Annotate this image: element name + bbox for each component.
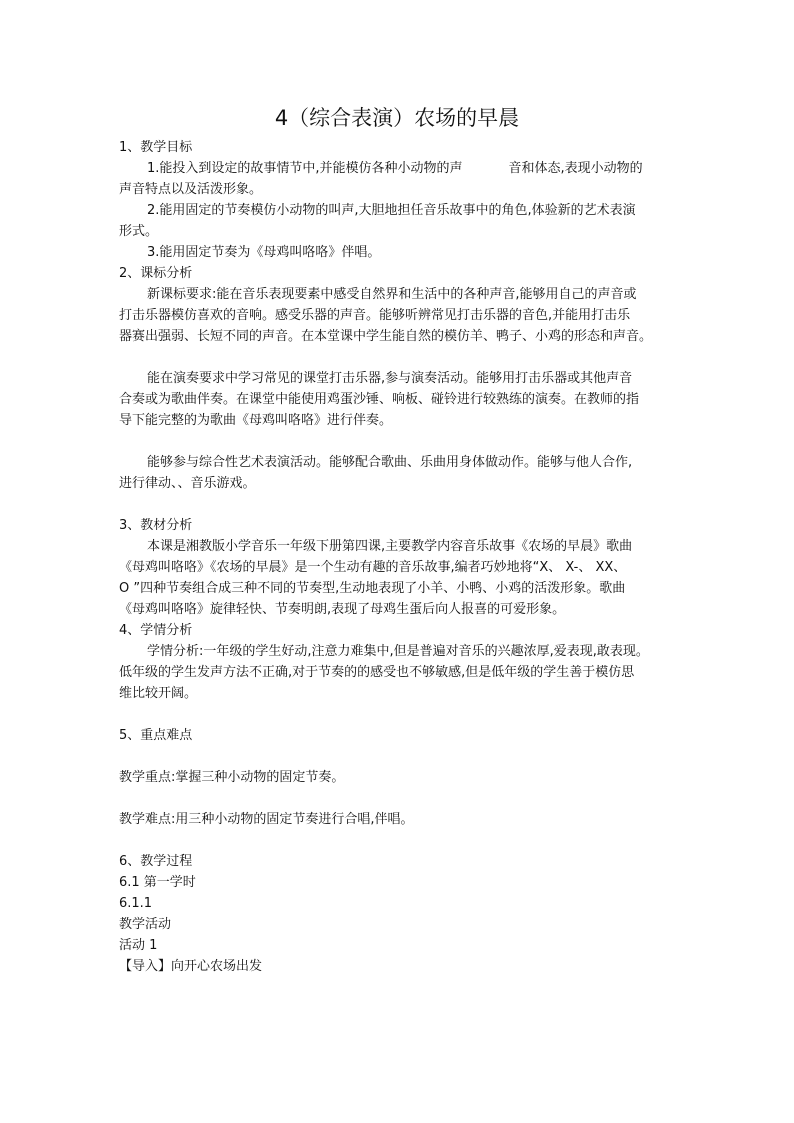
subsection-6-1: 6.1 第一学时 bbox=[119, 875, 196, 890]
standards-p2-line-1: 能在演奏要求中学习常见的课堂打击乐器,参与演奏活动。能够用打击乐器或其他声音 bbox=[147, 371, 633, 386]
standards-p2-line-3: 导下能完整的为歌曲《母鸡叫咯咯》进行伴奏。 bbox=[119, 413, 393, 428]
section-heading-standards: 2、课标分析 bbox=[119, 266, 193, 281]
activity-1-label: 活动 1 bbox=[119, 938, 158, 953]
section-heading-learners: 4、学情分析 bbox=[119, 623, 193, 638]
goal-2-line-1: 2.能用固定的节奏模仿小动物的叫声,大胆地担任音乐故事中的角色,体验新的艺术表演 bbox=[147, 203, 636, 218]
goal-1-continued: 声音特点以及活泼形象。 bbox=[119, 182, 263, 197]
learners-line-2: 低年级的学生发声方法不正确,对于节奏的的感受也不够敏感,但是低年级的学生善于模仿思 bbox=[119, 665, 635, 680]
activity-heading: 教学活动 bbox=[119, 917, 172, 932]
difficult-point: 教学难点:用三种小动物的固定节奏进行合唱,伴唱。 bbox=[119, 812, 414, 827]
goal-3: 3.能用固定节奏为《母鸡叫咯咯》伴唱。 bbox=[147, 245, 381, 260]
section-heading-goals: 1、教学目标 bbox=[119, 140, 193, 155]
standards-p1-line-2: 打击乐器模仿喜欢的音响。感受乐器的声音。能够听辨常见打击乐器的音色,并能用打击乐 bbox=[119, 308, 631, 323]
standards-p1-line-3: 器赛出强弱、长短不同的声音。在本堂课中学生能自然的模仿羊、鸭子、小鸡的形态和声音。 bbox=[119, 329, 653, 344]
standards-p3-line-2: 进行律动、、音乐游戏。 bbox=[119, 476, 256, 491]
goal-1-part2: 音和体态,表现小动物的 bbox=[508, 161, 643, 176]
textbook-line-3: O ”四种节奏组合成三种不同的节奏型,生动地表现了小羊、小鸭、小鸡的活泼形象。歌曲 bbox=[119, 581, 626, 596]
goal-1-part1: 1.能投入到设定的故事情节中,并能模仿各种小动物的声 bbox=[147, 161, 463, 176]
standards-p3-line-1: 能够参与综合性艺术表演活动。能够配合歌曲、乐曲用身体做动作。能够与他人合作, bbox=[147, 455, 633, 470]
document-body bbox=[119, 137, 679, 977]
key-point: 教学重点:掌握三种小动物的固定节奏。 bbox=[119, 770, 345, 785]
section-heading-textbook: 3、教材分析 bbox=[119, 518, 193, 533]
textbook-line-1: 本课是湘教版小学音乐一年级下册第四课,主要教学内容音乐故事《农场的早晨》歌曲 bbox=[147, 539, 633, 554]
learners-line-1: 学情分析:一年级的学生好动,注意力难集中,但是普遍对音乐的兴趣浓厚,爱表现,敢表现。 bbox=[147, 644, 649, 659]
section-heading-key-points: 5、重点难点 bbox=[119, 728, 193, 743]
standards-p1-line-1: 新课标要求:能在音乐表现要素中感受自然界和生活中的各种声音,能够用自己的声音或 bbox=[147, 287, 637, 302]
subsection-6-1-1: 6.1.1 bbox=[119, 896, 153, 911]
document-title: 4（综合表演）农场的早晨 bbox=[274, 106, 520, 130]
activity-intro: 【导入】向开心农场出发 bbox=[119, 959, 263, 974]
goal-1 bbox=[119, 158, 679, 179]
textbook-line-2: 《母鸡叫咯咯》《农场的早晨》是一个生动有趣的音乐故事,编者巧妙地将“X、 X-、 XX、 bbox=[119, 560, 627, 575]
textbook-line-4: 《母鸡叫咯咯》旋律轻快、节奏明朗,表现了母鸡生蛋后向人报喜的可爱形象。 bbox=[119, 602, 566, 617]
section-heading-process: 6、教学过程 bbox=[119, 854, 193, 869]
learners-line-3: 维比较开阔。 bbox=[119, 686, 198, 701]
standards-p2-line-2: 合奏或为歌曲伴奏。在课堂中能使用鸡蛋沙锤、响板、碰铃进行较熟练的演奏。在教师的指 bbox=[119, 392, 640, 407]
goal-2-line-2: 形式。 bbox=[119, 224, 159, 239]
